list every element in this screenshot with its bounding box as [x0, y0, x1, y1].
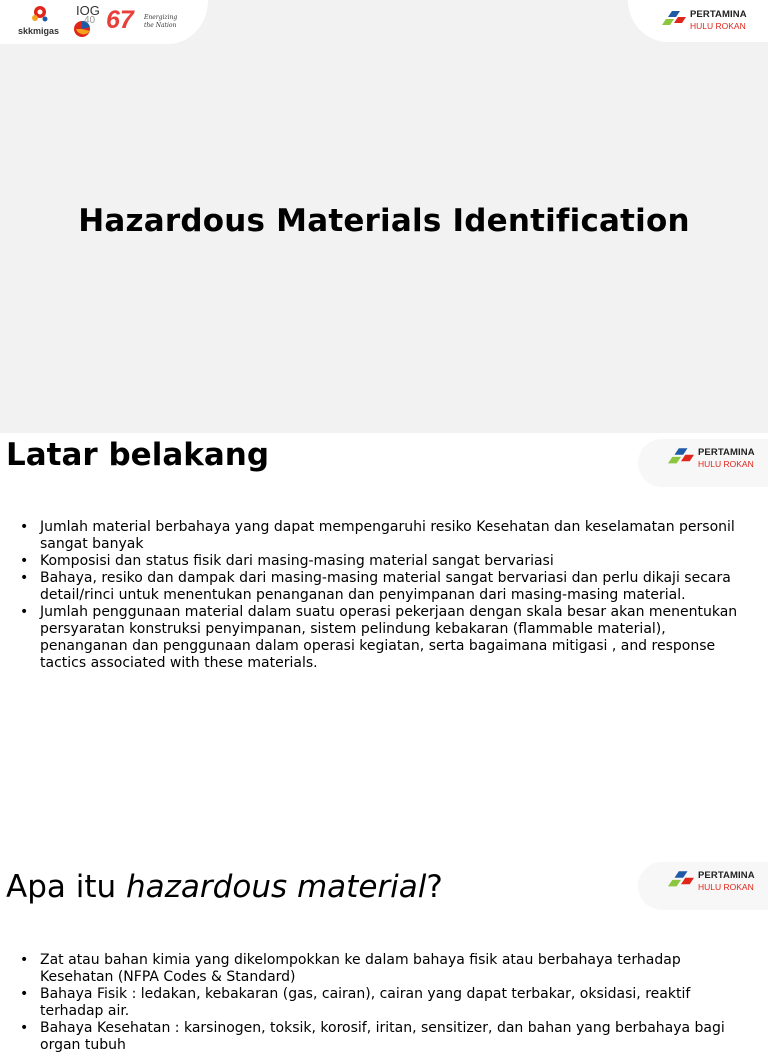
pertamina-name: PERTAMINA	[698, 870, 755, 881]
pertamina-arrow-icon	[668, 870, 694, 892]
anniversary-67-logo	[106, 8, 176, 36]
definition-slide	[0, 850, 768, 1053]
pertamina-sub: HULU ROKAN	[698, 881, 754, 892]
pertamina-logo	[662, 10, 747, 30]
definition-bullet-list	[20, 952, 750, 1054]
pertamina-logo-pill	[638, 862, 768, 910]
bullet-item: • Jumlah penggunaan material dalam suatu operasi pekerjaan dengan skala besar akan menentukan persyaratan konstruksi penyimpanan, sistem pelindung kebakaran (flammable material), penanganan dan penggunaan dalam operasi kegiatan, serta bagaimana mitigasi , and response tactics associated with these materials.	[20, 604, 750, 672]
iog-label: IOG	[76, 3, 100, 18]
slide2-title: Latar belakang	[6, 437, 270, 473]
pertamina-arrow-icon	[662, 11, 686, 29]
pertamina-name: PERTAMINA	[690, 9, 747, 20]
partner-logos-banner	[0, 0, 208, 44]
pertamina-logo-pill	[638, 439, 768, 487]
bullet-item: • Komposisi dan status fisik dari masing-masing material sangat bervariasi	[20, 553, 750, 570]
background-slide	[0, 433, 768, 850]
skkmigas-mark-icon	[18, 4, 64, 28]
slide3-title	[6, 870, 443, 904]
slide1-title: Hazardous Materials Identification	[78, 203, 690, 239]
title-slide	[0, 0, 768, 433]
skkmigas-label: skkmigas	[18, 26, 60, 36]
anniversary-number: 67	[106, 6, 134, 34]
bullet-item: • Zat atau bahan kimia yang dikelompokkan ke dalam bahaya fisik atau berbahaya terhadap Kesehatan (NFPA Codes & Standard)	[20, 952, 750, 986]
bullet-item: • Jumlah material berbahaya yang dapat mempengaruhi resiko Kesehatan dan keselamatan personil sangat banyak	[20, 519, 750, 553]
slide3-title-emphasis: hazardous material	[126, 869, 427, 905]
pertamina-logo	[668, 870, 755, 892]
pertamina-arrow-icon	[668, 447, 694, 469]
slide3-title-suffix: ?	[426, 869, 443, 905]
pertamina-name: PERTAMINA	[698, 447, 755, 458]
bullet-item: • Bahaya, resiko dan dampak dari masing-masing material sangat bervariasi dan perlu dikaji secara detail/rinci untuk menentukan penanganan dan penyimpanan dari masing-masing material.	[20, 570, 750, 604]
slide3-title-prefix: Apa itu	[6, 869, 127, 905]
bullet-item: • Bahaya Fisik : ledakan, kebakaran (gas, cairan), cairan yang dapat terbakar, oksidasi, reaktif terhadap air.	[20, 986, 750, 1020]
pertamina-logo	[668, 447, 755, 469]
skkmigas-logo	[18, 4, 64, 38]
bullet-item: • Bahaya Kesehatan : karsinogen, toksik, korosif, iritan, sensitizer, dan bahan yang berbahaya bagi organ tubuh	[20, 1020, 750, 1054]
pertamina-sub: HULU ROKAN	[698, 458, 754, 469]
anniversary-tagline: Energizing the Nation	[144, 14, 178, 29]
iog-logo	[72, 3, 100, 39]
pertamina-banner	[628, 0, 768, 42]
iog-number: 40	[84, 15, 96, 26]
pertamina-sub: HULU ROKAN	[690, 20, 746, 31]
background-bullet-list	[20, 519, 750, 672]
